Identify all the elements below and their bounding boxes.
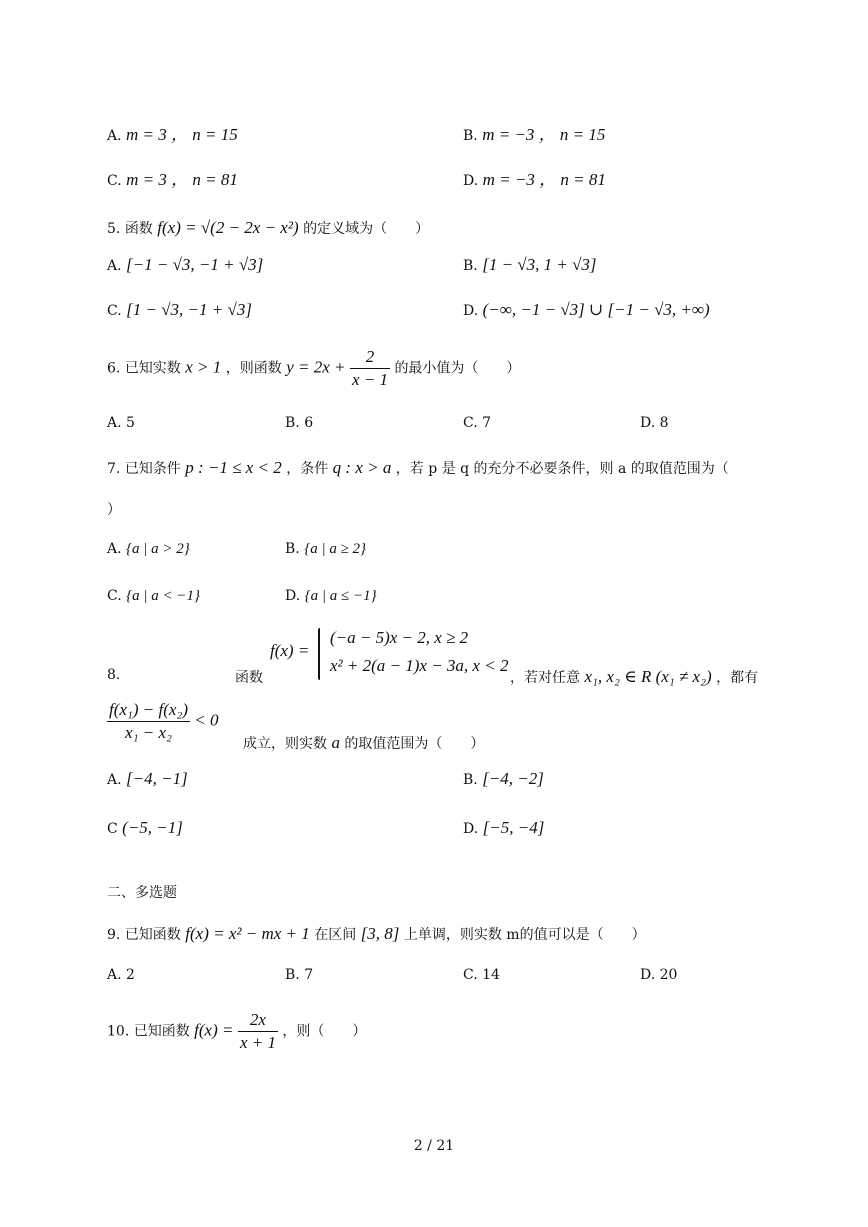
q8-option-b [463, 769, 544, 789]
option-expr: m = −3 ， n = 15 [482, 125, 606, 144]
q8-number: 8. [107, 667, 121, 683]
option-expr: m = 3 ， n = 81 [126, 170, 238, 189]
option-expr: [−4, −2] [482, 769, 544, 788]
stem-text: 成立，则实数 [243, 736, 327, 752]
question-number: 5. [107, 221, 121, 237]
q6-option-a: A. 5 [107, 415, 135, 431]
q10-stem [107, 1010, 366, 1053]
stem-text: 上单调，则实数 m [403, 927, 520, 943]
stem-text: ，则函数 [225, 360, 282, 377]
q7-option-c [107, 588, 200, 605]
fraction [107, 700, 190, 743]
option-label: B. [285, 541, 300, 557]
q4-option-d [463, 165, 606, 190]
condition-q: q : x > a [332, 458, 392, 477]
q7-option-a [107, 541, 190, 558]
option-expr: {a | a ≥ 2} [304, 541, 367, 557]
q7-stem [107, 458, 729, 478]
stem-text: 的最小值为（ ） [394, 360, 521, 377]
function-expr: f(x) = x² − mx + 1 [185, 924, 310, 943]
q8-brace [318, 628, 320, 680]
q8-pre: 函数 [235, 670, 263, 686]
option-expr: {a | a ≤ −1} [304, 588, 377, 604]
fraction [350, 347, 390, 390]
variable: a [331, 733, 340, 752]
option-label: A. [107, 772, 122, 788]
q5-option-b [463, 255, 597, 275]
function-expr: y = 2x + [286, 357, 346, 377]
option-label: D. [285, 588, 301, 604]
option-expr: {a | a > 2} [126, 541, 190, 557]
q9-option-a: A. 2 [107, 967, 135, 983]
option-expr: (−5, −1] [122, 818, 183, 837]
stem-text: ，若对任意 [510, 670, 580, 686]
q4-option-a [107, 120, 238, 145]
page-number: 2 / 21 [413, 1138, 455, 1154]
stem-text: 的 [519, 927, 534, 943]
option-expr: {a | a < −1} [126, 588, 200, 604]
option-expr: (−∞, −1 − √3] ∪ [−1 − √3, +∞) [482, 300, 710, 319]
fraction-denominator: x − 1 [351, 370, 388, 389]
option-expr: [−4, −1] [126, 769, 188, 788]
question-number: 7. [107, 461, 121, 477]
q6-stem [107, 347, 520, 390]
q8-option-c [107, 818, 183, 838]
interval-expr: [3, 8] [360, 924, 400, 943]
q7-option-d [285, 588, 377, 605]
q8-option-a [107, 769, 188, 789]
stem-text: 已知函数 [133, 1023, 190, 1040]
option-expr: m = −3 ， n = 81 [482, 170, 606, 189]
inequality-rhs: < 0 [194, 710, 219, 730]
q9-stem [107, 924, 646, 944]
q4-option-c [107, 165, 238, 190]
q6-option-c: C. 7 [463, 415, 492, 431]
option-expr: m = 3 ， n = 15 [126, 125, 238, 144]
section-title: 二、多选题 [107, 885, 177, 901]
q7-stem-close: ） [107, 502, 121, 518]
q8-case2: x² + 2(a − 1)x − 3a, x < 2 [330, 656, 509, 675]
stem-text: 函数 [124, 221, 153, 237]
option-label: B. [463, 128, 478, 144]
stem-text: 值可以是（ ） [533, 927, 646, 943]
stem-text: ，则（ ） [282, 1023, 367, 1040]
q7-option-b [285, 541, 366, 558]
q9-option-c: C. 14 [463, 967, 500, 983]
stem-text: 已知函数 [124, 927, 181, 943]
option-expr: [−5, −4] [482, 818, 545, 837]
option-label: C. [107, 303, 122, 319]
q8-case1: (−a − 5)x − 2, x ≥ 2 [330, 628, 469, 647]
q8-lhs: f(x) = [270, 641, 310, 660]
q5-option-a [107, 255, 263, 275]
q5-option-c [107, 300, 252, 320]
q8-option-d [463, 818, 544, 838]
condition-expr: x₁, x₂ ∈ R (x₁ ≠ x₂) [584, 667, 712, 686]
fraction-denominator: x + 1 [239, 1033, 276, 1052]
condition-p: p : −1 ≤ x < 2 [185, 458, 282, 477]
stem-text: 已知实数 [124, 360, 181, 377]
stem-text: ，都有 [716, 670, 759, 686]
question-number: 9. [107, 927, 121, 943]
stem-text: ，条件 [286, 461, 329, 477]
option-expr: [1 − √3, −1 + √3] [126, 300, 252, 319]
q9-option-b: B. 7 [285, 967, 314, 983]
question-number: 6. [107, 360, 121, 377]
q8-tail [243, 733, 484, 753]
option-label: C [107, 821, 118, 837]
q5-stem [107, 218, 429, 238]
option-label: B. [463, 772, 478, 788]
stem-text: 的定义域为（ ） [303, 221, 430, 237]
question-number: 10. [107, 1023, 130, 1040]
fraction-numerator: 2 [350, 347, 390, 369]
fraction-numerator: f(x₁) − f(x₂) [107, 700, 190, 722]
option-label: B. [463, 258, 478, 274]
option-label: C. [107, 173, 122, 189]
stem-text: ，若 p 是 q 的充分不必要条件，则 a 的取值范围为（ [395, 461, 729, 477]
fraction-denominator: x₁ − x₂ [125, 723, 172, 742]
stem-text: 已知条件 [124, 461, 181, 477]
q9-option-d: D. 20 [640, 967, 678, 983]
fraction [238, 1010, 278, 1053]
q5-option-d [463, 300, 710, 320]
option-label: D. [463, 821, 479, 837]
option-label: D. [463, 173, 479, 189]
stem-text: 的取值范围为（ ） [344, 736, 485, 752]
fraction-numerator: 2x [238, 1010, 278, 1032]
q8-mid-row [510, 667, 758, 687]
option-label: A. [107, 128, 122, 144]
function-expr: f(x) = √(2 − 2x − x²) [157, 218, 299, 237]
q8-inequality [107, 700, 218, 743]
function-lhs: f(x) = [194, 1020, 234, 1040]
option-expr: [1 − √3, 1 + √3] [482, 255, 597, 274]
q6-option-d: D. 8 [640, 415, 669, 431]
option-label: C. [107, 588, 122, 604]
q6-option-b: B. 6 [285, 415, 314, 431]
option-label: A. [107, 541, 122, 557]
option-label: A. [107, 258, 122, 274]
stem-text: 在区间 [314, 927, 357, 943]
q4-option-b [463, 120, 605, 145]
condition-expr: x > 1 [185, 357, 222, 377]
option-label: D. [463, 303, 479, 319]
option-expr: [−1 − √3, −1 + √3] [126, 255, 264, 274]
